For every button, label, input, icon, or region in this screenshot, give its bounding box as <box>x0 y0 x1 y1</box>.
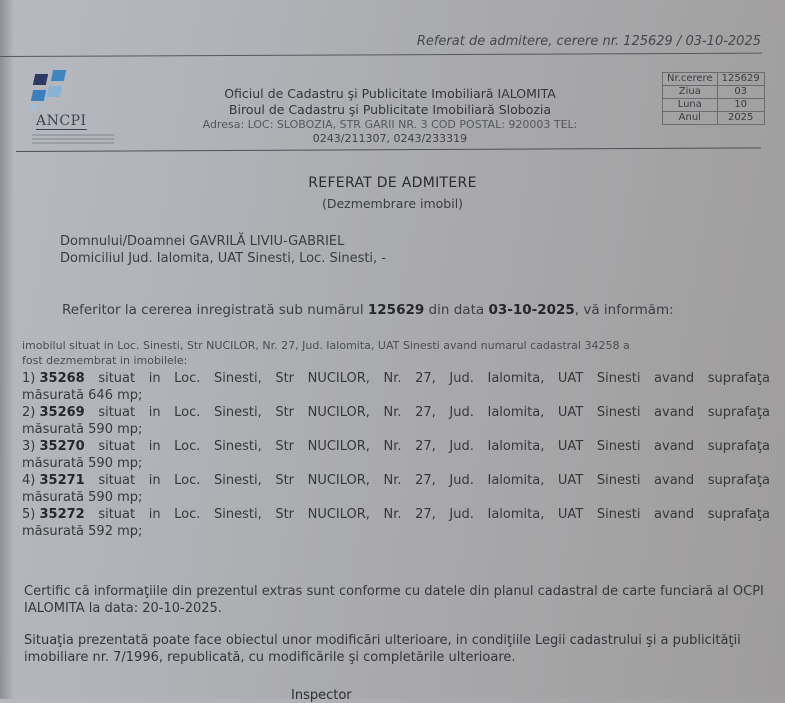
parcel-text-word: Sinesti, <box>214 405 262 420</box>
parcel-item <box>22 438 770 472</box>
parcel-index: 2) <box>22 405 36 420</box>
value: 03 <box>717 86 764 99</box>
label: Nr.cerere <box>663 73 718 86</box>
parcel-text-word: Str <box>275 507 295 522</box>
logo-square-icon <box>47 86 62 97</box>
intro-prefix: Referitor la cererea inregistrată sub numărul <box>62 302 368 318</box>
header-divider <box>16 147 761 152</box>
intro-suffix: , vă informăm: <box>574 302 674 318</box>
parcel-text-word: Jud. <box>449 507 474 522</box>
parcel-text-word: Sinesti, <box>214 371 262 386</box>
parcel-text-word: Sinesti <box>596 405 641 420</box>
logo-text: ANCPI <box>36 113 87 129</box>
property-description-cont: fost dezmembrat in imobilele: <box>22 354 188 367</box>
parcel-item <box>22 404 770 438</box>
parcel-text-word: NUCILOR, <box>307 371 370 386</box>
parcel-text-word: UAT <box>557 507 584 522</box>
parcel-text-word: UAT <box>557 473 584 488</box>
parcel-cadastral-number: 35270 <box>39 439 85 454</box>
parcel-text-word: situat <box>98 371 136 386</box>
parcel-text-word: 27, <box>415 405 436 420</box>
parcel-text-word: Sinesti <box>596 439 641 454</box>
parcel-text-word: Jud. <box>449 439 474 454</box>
parcel-text-word: Str <box>275 439 295 454</box>
parcel-text-word: NUCILOR, <box>307 439 370 454</box>
property-description: imobilul situat in Loc. Sinesti, Str NUCILOR, Nr. 27, Jud. Ialomita, UAT Sinesti avand numarul cadastral 34258 a <box>22 339 630 352</box>
office-address: Adresa: LOC: SLOBOZIA, STR GARII NR. 3 COD POSTAL: 920003 TEL: <box>202 118 578 131</box>
parcel-item <box>22 506 770 540</box>
signature-label: Inspector <box>291 688 352 703</box>
parcel-cadastral-number: 35272 <box>39 507 85 522</box>
parcel-text-word: situat <box>98 439 136 454</box>
parcel-text-word: situat <box>98 405 136 420</box>
parcel-text-word: NUCILOR, <box>307 507 370 522</box>
value: 10 <box>717 99 764 112</box>
parcel-item <box>22 472 770 506</box>
parcel-text-word: in <box>148 371 161 386</box>
parcel-text-word: Ialomita, <box>487 405 545 420</box>
parcel-text-word: 27, <box>415 371 436 386</box>
parcel-cadastral-number: 35268 <box>39 371 85 386</box>
parcel-text-word: suprafaţa <box>707 507 770 522</box>
logo-square-icon <box>33 74 48 85</box>
parcel-text-word: Sinesti, <box>214 473 262 488</box>
office-phones: 0243/211307, 0243/233319 <box>312 132 468 145</box>
value: 125629 <box>717 73 764 86</box>
top-reference-rule <box>0 53 762 57</box>
parcel-text-word: Ialomita, <box>487 473 545 488</box>
parcel-text-word: Loc. <box>174 405 201 420</box>
parcel-area: măsurată 590 mp; <box>22 456 143 471</box>
document-title: REFERAT DE ADMITERE <box>308 175 477 191</box>
intro-middle: din data <box>424 302 489 318</box>
office-name: Oficiul de Cadastru şi Publicitate Imobiliară IALOMITA <box>224 86 556 101</box>
parcel-area: măsurată 590 mp; <box>22 422 143 437</box>
parcel-text-word: in <box>148 405 161 420</box>
parcel-text-word: avand <box>654 507 695 522</box>
parcel-area: măsurată 592 mp; <box>22 524 143 539</box>
label: Ziua <box>663 86 718 99</box>
parcel-text-word: Nr. <box>383 371 402 386</box>
parcel-index: 3) <box>22 439 36 454</box>
parcel-text-word: avand <box>654 371 695 386</box>
parcel-text-word: 27, <box>415 473 436 488</box>
parcel-text-word: Nr. <box>383 473 402 488</box>
parcel-text-word: Loc. <box>174 439 201 454</box>
parcel-area: măsurată 646 mp; <box>22 388 143 403</box>
parcel-text-word: Loc. <box>174 371 201 386</box>
parcel-text-word: 27, <box>415 439 436 454</box>
parcel-text-word: 27, <box>415 507 436 522</box>
parcel-text-word: NUCILOR, <box>307 405 370 420</box>
parcel-text-word: suprafaţa <box>707 473 770 488</box>
parcel-text-word: in <box>148 439 161 454</box>
addressee-domicile: Domiciliul Jud. Ialomita, UAT Sinesti, Loc. Sinesti, - <box>60 251 387 266</box>
ancpi-logo <box>26 66 136 146</box>
parcel-text-word: Sinesti <box>596 473 641 488</box>
parcel-text-word: Ialomita, <box>487 439 545 454</box>
parcel-text-word: Jud. <box>449 405 474 420</box>
parcel-text-word: Ialomita, <box>487 507 545 522</box>
parcel-index: 4) <box>22 473 36 488</box>
logo-square-icon <box>29 104 38 110</box>
parcel-cadastral-number: 35269 <box>39 405 85 420</box>
parcel-text-word: Sinesti <box>596 371 641 386</box>
parcel-text-word: Sinesti, <box>214 439 262 454</box>
parcel-text-word: situat <box>98 473 136 488</box>
parcel-area: măsurată 590 mp; <box>22 490 143 505</box>
request-number: 125629 <box>367 302 425 318</box>
parcel-index: 5) <box>22 507 36 522</box>
certification-paragraph: Certific că informaţiile din prezentul extras sunt conforme cu datele din planul cadastral de carte funciară al OCPI IALOMITA la data: 20-10-2025. <box>24 584 764 616</box>
request-date: 03-10-2025 <box>488 302 575 318</box>
legal-notice-paragraph: Situaţia prezentată poate face obiectul unor modificări ulterioare, in condiţiile Legii cadastrului şi a publicităţii imobiliare nr. 7/1996, republicată, cu modificările şi completările ulterioare. <box>24 633 741 665</box>
logo-square-icon <box>51 70 66 81</box>
parcel-text-word: Jud. <box>449 371 474 386</box>
parcel-text-word: Loc. <box>174 473 201 488</box>
parcel-text-word: Nr. <box>383 439 402 454</box>
parcel-text-word: NUCILOR, <box>307 473 370 488</box>
logo-subtitle-lines <box>32 132 114 146</box>
document-subtitle: (Dezmembrare imobil) <box>321 196 464 211</box>
parcel-text-word: Str <box>275 405 295 420</box>
addressee-name: Domnului/Doamnei GAVRILĂ LIVIU-GABRIEL <box>60 234 345 249</box>
parcel-text-word: avand <box>654 473 695 488</box>
office-header <box>150 86 630 146</box>
request-row-month <box>663 99 765 112</box>
top-reference: Referat de admitere, cerere nr. 125629 / 03-10-2025 <box>416 34 761 49</box>
parcel-text-word: Nr. <box>383 507 402 522</box>
bureau-name: Biroul de Cadastru şi Publicitate Imobiliară Slobozia <box>228 102 552 117</box>
parcel-item <box>22 370 770 404</box>
request-row-number <box>663 73 765 86</box>
parcel-text-word: in <box>148 473 161 488</box>
parcel-text-word: avand <box>654 439 695 454</box>
parcel-text-word: UAT <box>557 439 584 454</box>
parcel-text-word: Jud. <box>449 473 474 488</box>
parcel-text-word: Loc. <box>174 507 201 522</box>
parcel-text-word: Sinesti, <box>214 507 262 522</box>
value: 2025 <box>717 112 764 125</box>
parcel-text-word: UAT <box>557 371 584 386</box>
request-row-day <box>663 86 765 99</box>
parcel-text-word: Sinesti <box>596 507 641 522</box>
parcel-text-word: Str <box>275 371 295 386</box>
parcel-text-word: UAT <box>557 405 584 420</box>
parcel-text-word: in <box>148 507 161 522</box>
parcel-text-word: avand <box>654 405 695 420</box>
parcel-text-word: situat <box>98 507 136 522</box>
parcel-cadastral-number: 35271 <box>39 473 85 488</box>
parcel-text-word: Str <box>275 473 295 488</box>
parcel-text-word: Nr. <box>383 405 402 420</box>
request-row-year <box>663 112 765 125</box>
request-info-table <box>662 72 765 125</box>
parcel-text-word: Ialomita, <box>487 371 545 386</box>
parcel-text-word: suprafaţa <box>707 371 770 386</box>
parcel-index: 1) <box>22 371 36 386</box>
parcel-text-word: suprafaţa <box>707 405 770 420</box>
intro-paragraph <box>62 302 674 318</box>
label: Anul <box>663 112 718 125</box>
parcel-text-word: suprafaţa <box>707 439 770 454</box>
label: Luna <box>663 99 718 112</box>
page-edge-shadow <box>0 0 14 699</box>
logo-square-icon <box>31 90 46 101</box>
